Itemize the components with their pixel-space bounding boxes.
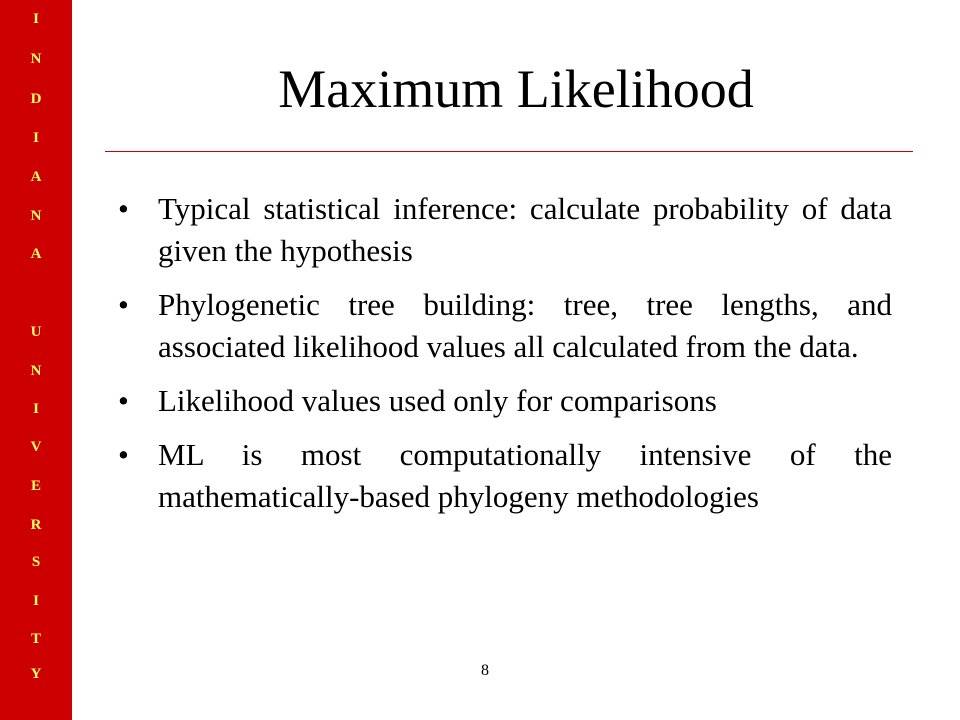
sidebar-letter: S bbox=[31, 554, 41, 570]
bullet-item bbox=[112, 380, 892, 422]
sidebar-letter: I bbox=[33, 11, 39, 27]
sidebar-letter: A bbox=[30, 246, 42, 262]
sidebar-letter: R bbox=[30, 517, 42, 533]
bullet-text: ML is most computationally intensive of the mathematically-based phylogeny methodologies bbox=[158, 437, 892, 514]
page-number: 8 bbox=[481, 662, 489, 679]
sidebar-letter: I bbox=[33, 401, 39, 417]
bullet-item bbox=[112, 434, 892, 518]
sidebar-letter: N bbox=[30, 363, 42, 379]
bullet-list bbox=[112, 188, 892, 530]
title-divider bbox=[105, 151, 913, 152]
bullet-item bbox=[112, 284, 892, 368]
bullet-marker: • bbox=[118, 383, 129, 418]
bullet-text: Phylogenetic tree building: tree, tree lengths, and associated likelihood values all calculated from the data. bbox=[158, 287, 892, 364]
bullet-item bbox=[112, 188, 892, 272]
sidebar-letter: D bbox=[30, 91, 42, 107]
sidebar-letter: N bbox=[30, 51, 42, 67]
university-sidebar bbox=[0, 0, 72, 720]
sidebar-letter: Y bbox=[30, 666, 42, 682]
sidebar-letter: U bbox=[30, 324, 42, 340]
sidebar-letter: A bbox=[30, 169, 42, 185]
sidebar-letter: I bbox=[33, 130, 39, 146]
slide-title: Maximum Likelihood bbox=[278, 59, 754, 119]
bullet-text: Likelihood values used only for comparisons bbox=[158, 383, 717, 418]
sidebar-letter: E bbox=[30, 478, 41, 494]
bullet-marker: • bbox=[118, 437, 129, 472]
sidebar-letter: T bbox=[30, 631, 41, 647]
sidebar-letter: V bbox=[30, 439, 42, 455]
bullet-marker: • bbox=[118, 191, 129, 226]
sidebar-letter: N bbox=[30, 208, 42, 224]
sidebar-letter: I bbox=[33, 593, 39, 609]
bullet-marker: • bbox=[118, 287, 129, 322]
bullet-text: Typical statistical inference: calculate probability of data given the hypothesis bbox=[158, 191, 892, 268]
